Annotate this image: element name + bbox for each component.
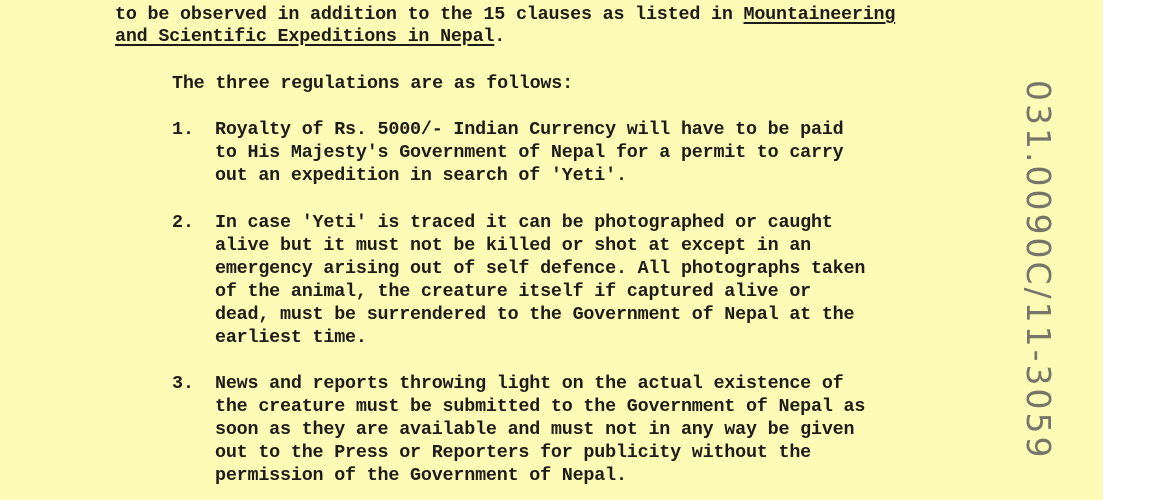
intro-line-2-suffix: . [494,26,506,47]
item-2-number: 2. [172,212,195,233]
intro-line-2 [115,26,505,48]
item-2-line-6: earliest time. [215,327,367,348]
regulations-heading: The three regulations are as follows: [172,73,573,94]
item-2-line-3: emergency arising out of self defence. All photographs taken [215,258,866,279]
item-2-line-2: alive but it must not be killed or shot at except in an [215,235,811,256]
scan-margin [1103,0,1170,500]
archive-stamp-number: 031.0090C/11-3059 [1019,80,1058,461]
item-1-line-1: Royalty of Rs. 5000/- Indian Currency will have to be paid [215,119,844,140]
item-1-number: 1. [172,119,195,140]
item-3-number: 3. [172,373,195,394]
item-3-line-1: News and reports throwing light on the actual existence of [215,373,844,394]
item-1-line-2: to His Majesty's Government of Nepal for a permit to carry [215,142,844,163]
item-3-line-4: out to the Press or Reporters for publicity without the [215,442,811,463]
intro-line-1 [115,4,895,26]
item-3-line-2: the creature must be submitted to the Government of Nepal as [215,396,866,417]
item-1-line-3: out an expedition in search of 'Yeti'. [215,165,627,186]
archive-stamp [1019,40,1088,480]
intro-line-1-text: to be observed in addition to the 15 clauses as listed in [115,4,744,25]
item-2-line-5: dead, must be surrendered to the Government of Nepal at the [215,304,855,325]
intro-underlined-title-part-2: and Scientific Expeditions in Nepal [115,26,495,47]
intro-underlined-title-part-1: Mountaineering [743,4,896,25]
item-3-line-5: permission of the Government of Nepal. [215,465,627,486]
item-2-line-4: of the animal, the creature itself if captured alive or [215,281,811,302]
item-3-line-3: soon as they are available and must not in any way be given [215,419,855,440]
item-2-line-1: In case 'Yeti' is traced it can be photographed or caught [215,212,833,233]
